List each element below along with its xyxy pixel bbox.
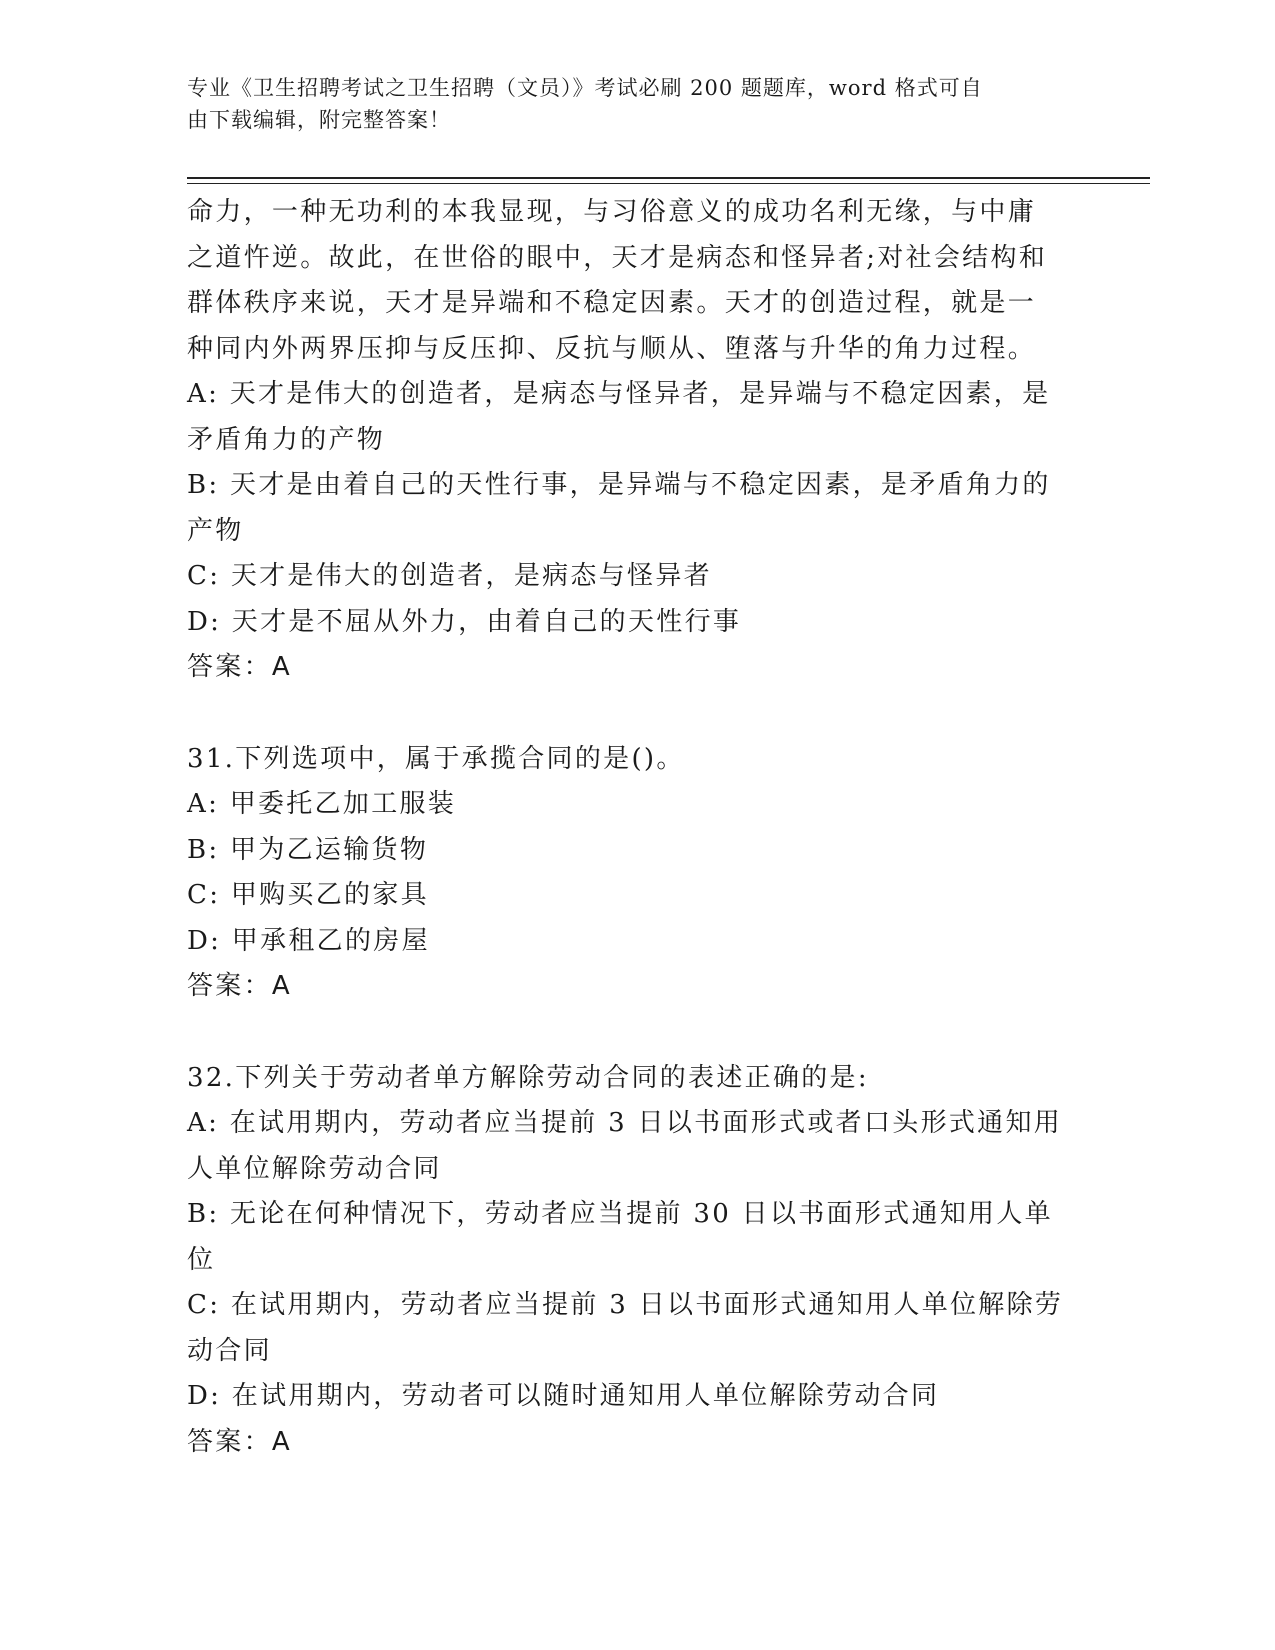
page-header — [187, 72, 1067, 136]
option-c: C: 在试用期内，劳动者应当提前 3 日以书面形式通知用人单位解除劳 — [187, 1290, 1064, 1320]
option-c: C: 甲购买乙的家具 — [187, 880, 429, 910]
passage-line: 种同内外两界压抑与反压抑、反抗与顺从、堕落与升华的角力过程。 — [187, 333, 1037, 364]
answer-label: 答案：A — [187, 971, 292, 1001]
passage-line: 群体秩序来说，天才是异端和不稳定因素。天才的创造过程，就是一 — [187, 288, 1037, 318]
option-b-cont: 位 — [187, 1244, 216, 1275]
option-b-cont: 产物 — [187, 515, 244, 546]
option-d: D: 在试用期内，劳动者可以随时通知用人单位解除劳动合同 — [187, 1381, 940, 1411]
spacer — [187, 691, 1087, 737]
question-passage — [187, 190, 1087, 691]
passage-line: 命力，一种无功利的本我显现，与习俗意义的成功名利无缘，与中庸 — [187, 197, 1037, 227]
option-d: D: 天才是不屈从外力，由着自己的天性行事 — [187, 606, 742, 637]
header-line: 由下载编辑，附完整答案！ — [187, 108, 451, 132]
question-31 — [187, 737, 1087, 1010]
option-a: A: 天才是伟大的创造者，是病态与怪异者，是异端与不稳定因素，是 — [187, 379, 1051, 409]
header-divider-thick — [187, 177, 1150, 179]
question-32 — [187, 1056, 1087, 1466]
answer-label: 答案：A — [187, 1426, 292, 1457]
question-stem: 32.下列关于劳动者单方解除劳动合同的表述正确的是: — [187, 1062, 869, 1093]
header-line: 专业《卫生招聘考试之卫生招聘（文员）》考试必刷 200 题题库，word 格式可自 — [187, 76, 983, 100]
spacer — [187, 1010, 1087, 1056]
option-c: C: 天才是伟大的创造者，是病态与怪异者 — [187, 561, 712, 591]
answer-label: 答案：A — [187, 652, 292, 682]
passage-line: 之道忤逆。故此，在世俗的眼中，天才是病态和怪异者;对社会结构和 — [187, 242, 1048, 273]
option-b: B: 无论在何种情况下，劳动者应当提前 30 日以书面形式通知用人单 — [187, 1199, 1053, 1229]
option-d: D: 甲承租乙的房屋 — [187, 925, 430, 956]
option-a-cont: 人单位解除劳动合同 — [187, 1153, 442, 1184]
header-divider-thin — [187, 183, 1150, 184]
option-a: A: 在试用期内，劳动者应当提前 3 日以书面形式或者口头形式通知用 — [187, 1108, 1063, 1138]
option-c-cont: 动合同 — [187, 1335, 272, 1366]
option-b: B: 天才是由着自己的天性行事，是异端与不稳定因素，是矛盾角力的 — [187, 470, 1051, 500]
question-stem: 31.下列选项中，属于承揽合同的是()。 — [187, 743, 685, 774]
document-body — [187, 190, 1087, 1465]
option-a-cont: 矛盾角力的产物 — [187, 424, 386, 455]
option-b: B: 甲为乙运输货物 — [187, 834, 429, 865]
option-a: A: 甲委托乙加工服装 — [187, 789, 457, 819]
